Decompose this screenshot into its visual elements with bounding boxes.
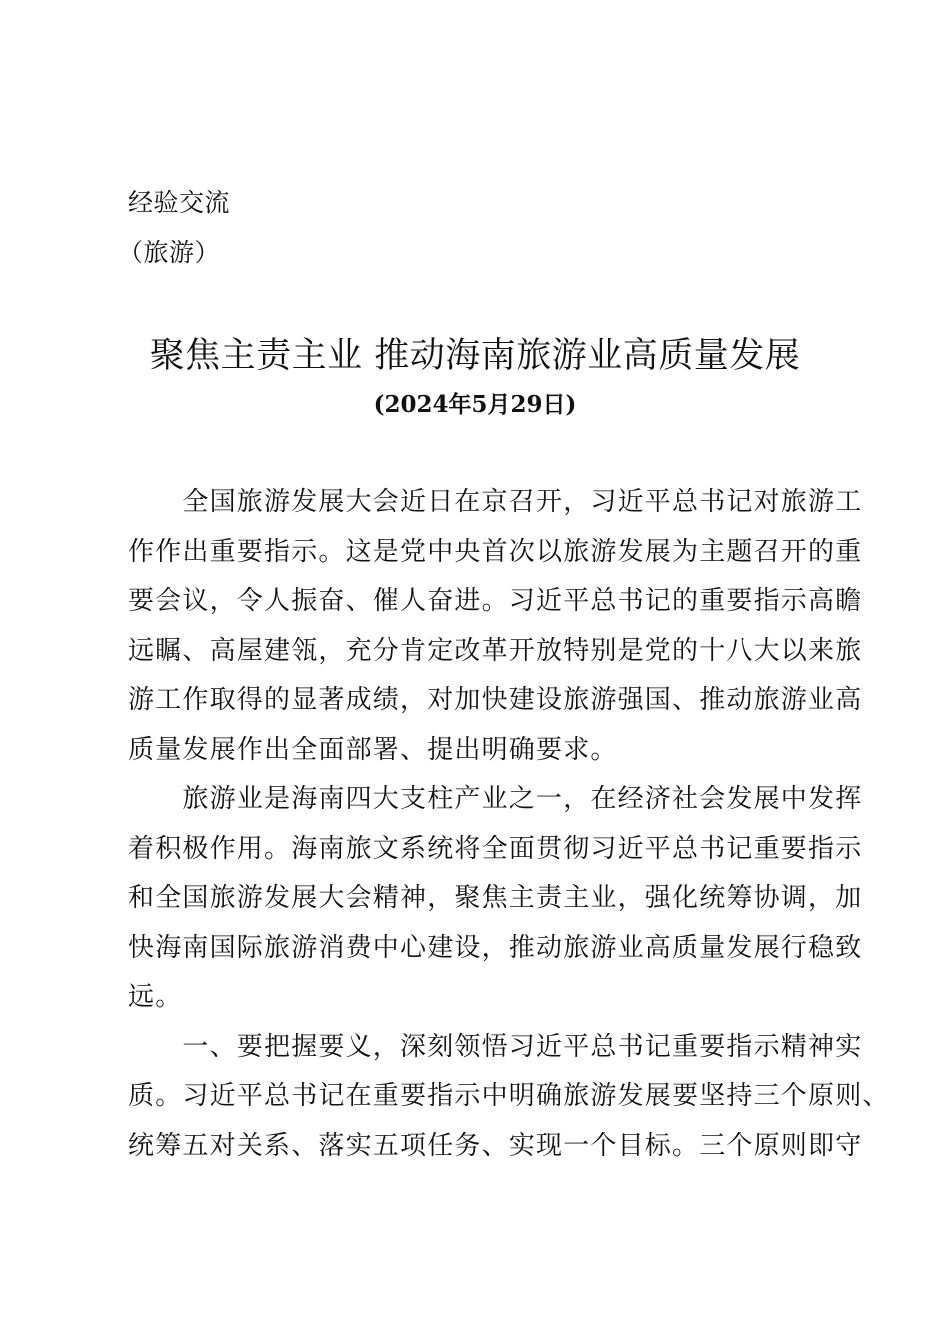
- text-line: 游工作取得的显著成绩，对加快建设旅游强国、推动旅游业高: [128, 685, 863, 715]
- text-line: 快海南国际旅游消费中心建设，推动旅游业高质量发展行稳致: [128, 932, 863, 963]
- text-line: 旅游业是海南四大支柱产业之一，在经济社会发展中发挥: [128, 784, 863, 814]
- text-line: 远。: [128, 982, 183, 1012]
- document-subcategory: （旅游）: [118, 238, 221, 267]
- text-line: 一、要把握要义，深刻领悟习近平总书记重要指示精神实: [128, 1031, 863, 1062]
- document-title: 聚焦主责主业 推动海南旅游业高质量发展: [149, 336, 801, 376]
- paragraph-2: [128, 775, 863, 1023]
- text-line: 质量发展作出全面部署、提出明确要求。: [128, 734, 618, 765]
- document-body: [128, 478, 890, 1171]
- text-line: 着积极作用。海南旅文系统将全面贯彻习近平总书记重要指示: [128, 833, 863, 864]
- text-line: 远瞩、高屋建瓴，充分肯定改革开放特别是党的十八大以来旅: [128, 635, 863, 666]
- document-category: 经验交流: [128, 188, 231, 217]
- text-line: 作作出重要指示。这是党中央首次以旅游发展为主题召开的重: [128, 536, 863, 567]
- document-date: (2024年5月29日): [373, 391, 577, 418]
- text-line: 质。习近平总书记在重要指示中明确旅游发展要坚持三个原则、: [128, 1081, 890, 1111]
- text-line: 统筹五对关系、落实五项任务、实现一个目标。三个原则即守: [128, 1130, 863, 1161]
- paragraph-3: [128, 1023, 890, 1172]
- paragraph-1: [128, 478, 863, 775]
- text-line: 全国旅游发展大会近日在京召开，习近平总书记对旅游工: [128, 487, 863, 517]
- text-line: 要会议，令人振奋、催人奋进。习近平总书记的重要指示高瞻: [128, 586, 863, 616]
- text-line: 和全国旅游发展大会精神，聚焦主责主业，强化统筹协调，加: [128, 883, 863, 913]
